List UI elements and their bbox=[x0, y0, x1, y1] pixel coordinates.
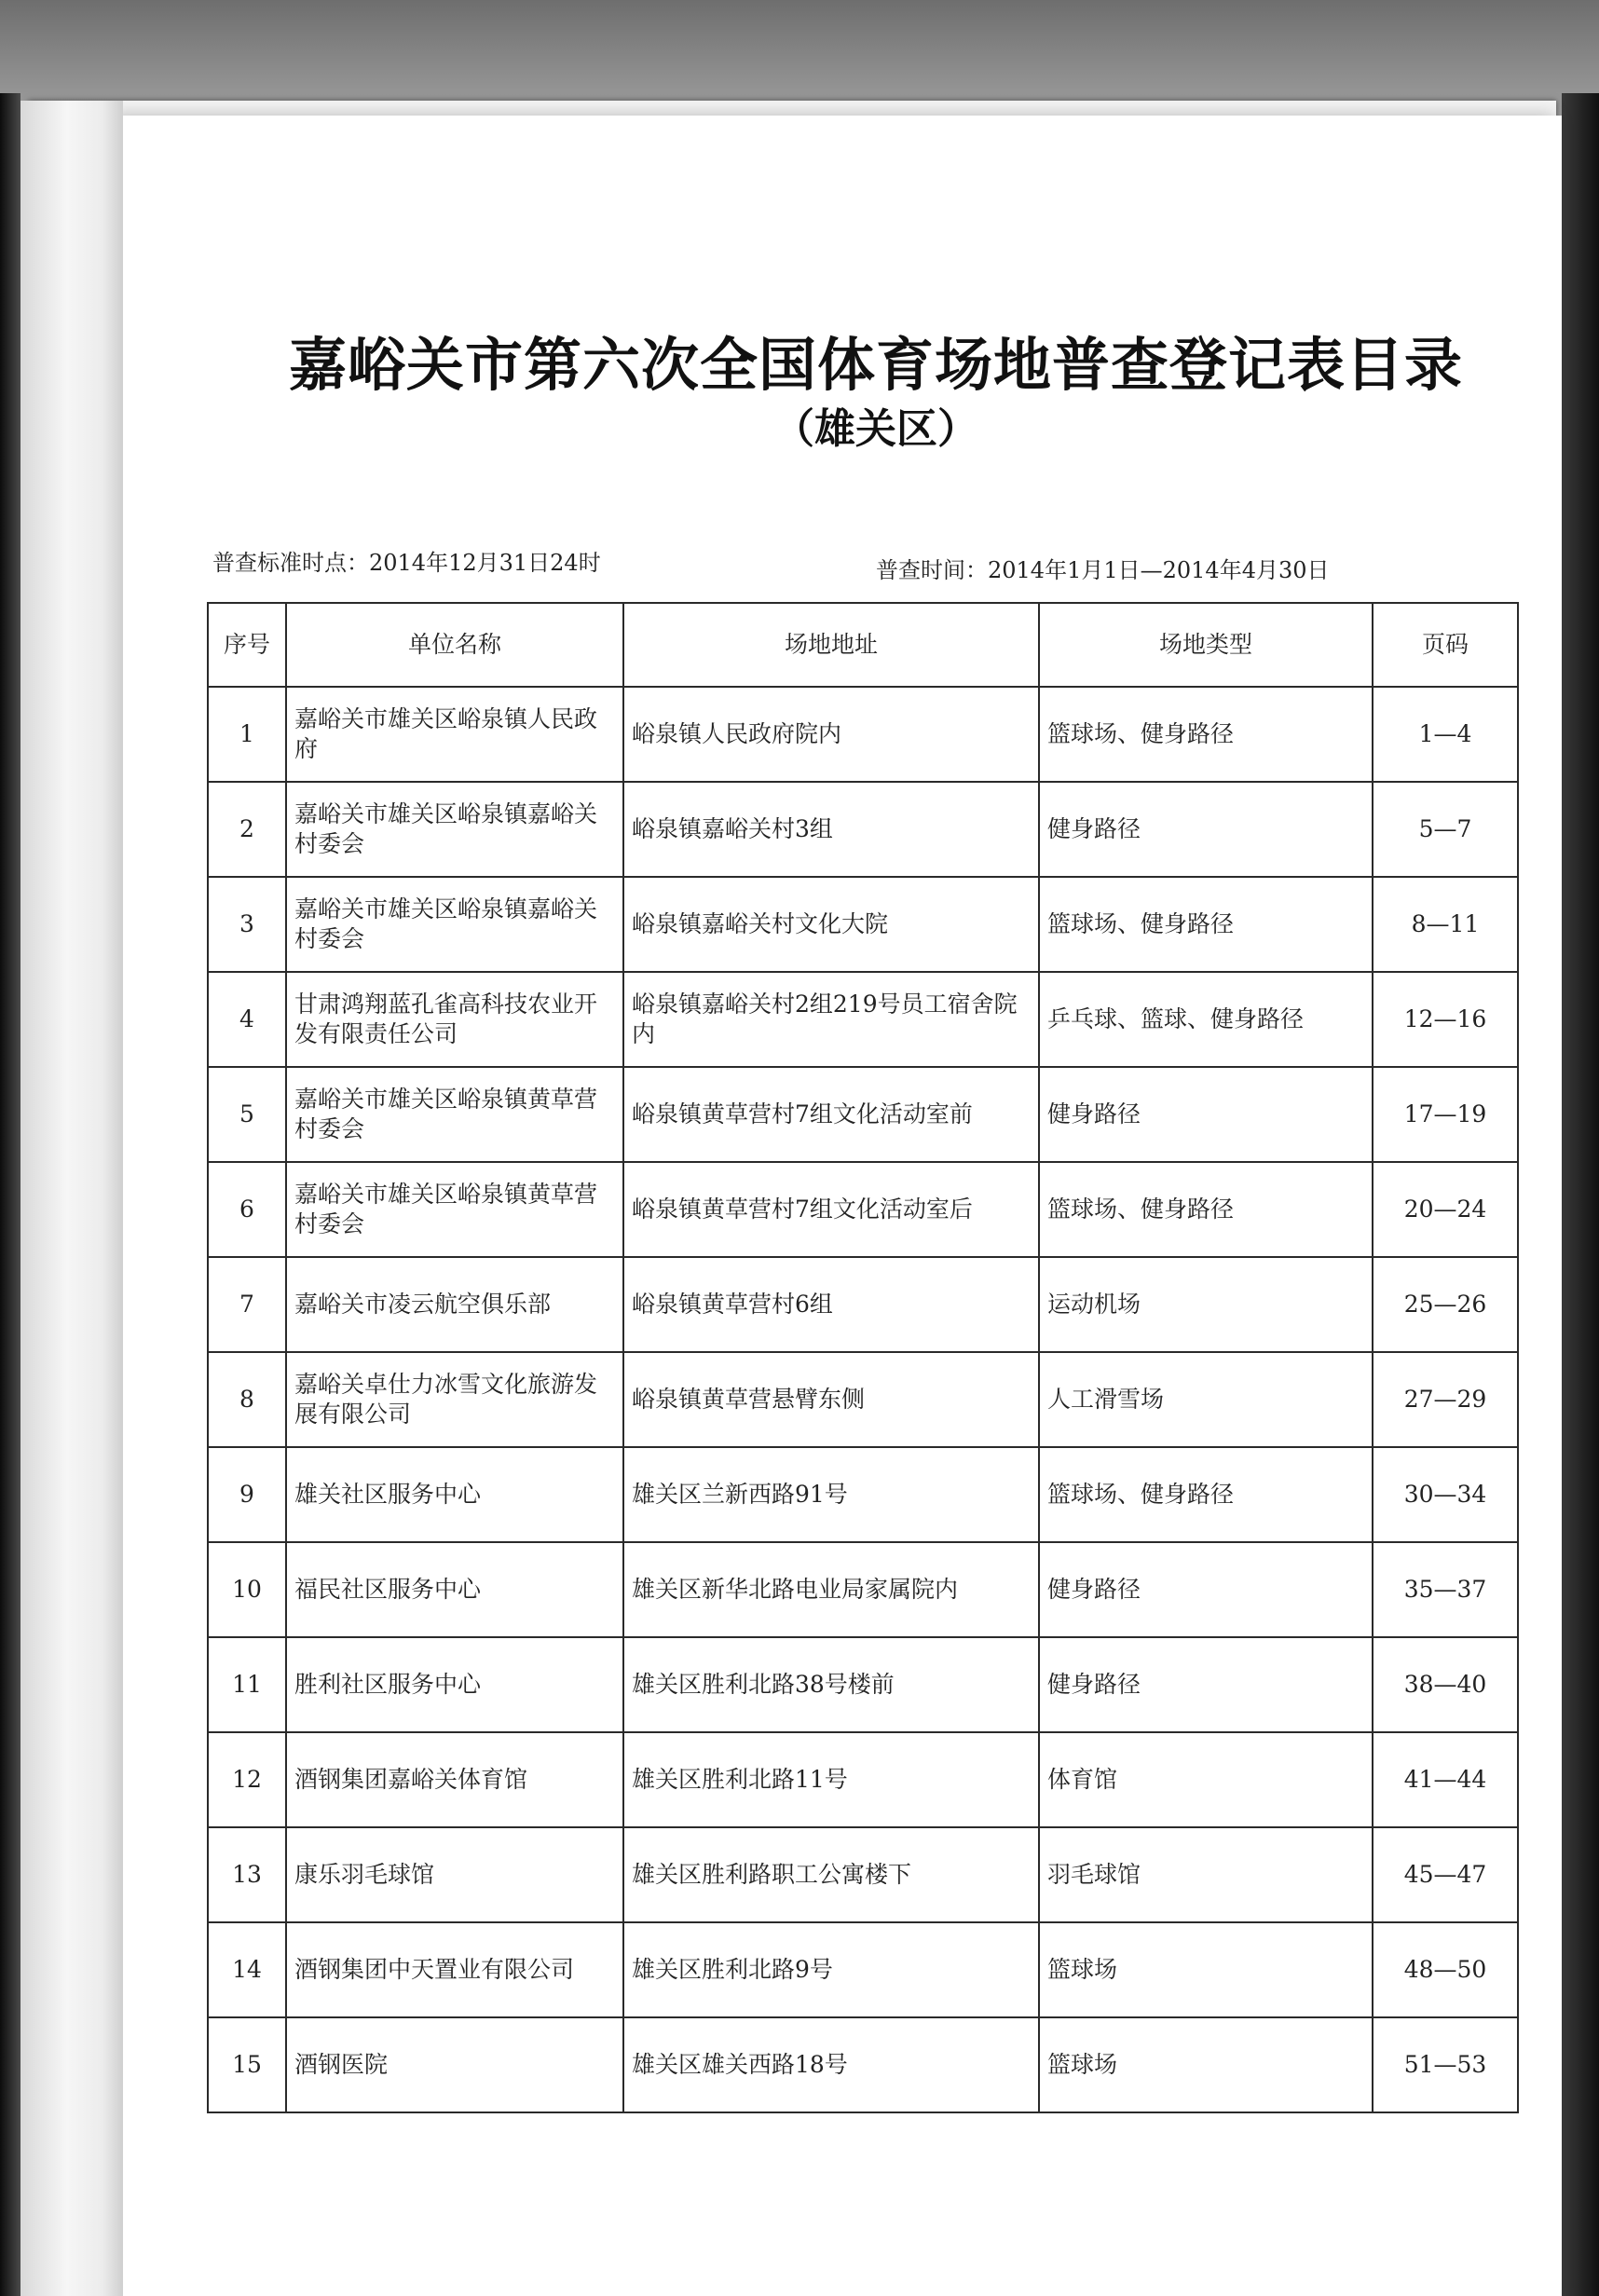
row-number: 4 bbox=[208, 972, 286, 1067]
page-range-cell: 51—53 bbox=[1373, 2017, 1518, 2112]
table-row bbox=[208, 1732, 1518, 1827]
unit-name-cell: 嘉峪关市凌云航空俱乐部 bbox=[286, 1257, 623, 1352]
scanner-background-left bbox=[0, 93, 20, 2296]
header-unit-name: 单位名称 bbox=[286, 603, 623, 687]
venue-type-cell: 篮球场、健身路径 bbox=[1039, 877, 1373, 972]
document-title: 嘉峪关市第六次全国体育场地普查登记表目录 bbox=[288, 331, 1463, 399]
row-number: 10 bbox=[208, 1542, 286, 1637]
row-number: 9 bbox=[208, 1447, 286, 1542]
address-cell: 峪泉镇嘉峪关村3组 bbox=[623, 782, 1039, 877]
table-row bbox=[208, 1162, 1518, 1257]
page-range-cell: 48—50 bbox=[1373, 1922, 1518, 2017]
address-cell: 雄关区胜利北路11号 bbox=[623, 1732, 1039, 1827]
table-row bbox=[208, 1257, 1518, 1352]
unit-name-cell: 嘉峪关市雄关区峪泉镇黄草营村委会 bbox=[286, 1067, 623, 1162]
row-number: 6 bbox=[208, 1162, 286, 1257]
venue-type-cell: 人工滑雪场 bbox=[1039, 1352, 1373, 1447]
row-number: 1 bbox=[208, 687, 286, 782]
page-range-cell: 17—19 bbox=[1373, 1067, 1518, 1162]
unit-name-cell: 嘉峪关市雄关区峪泉镇嘉峪关村委会 bbox=[286, 782, 623, 877]
row-number: 8 bbox=[208, 1352, 286, 1447]
address-cell: 峪泉镇嘉峪关村文化大院 bbox=[623, 877, 1039, 972]
unit-name-cell: 嘉峪关市雄关区峪泉镇人民政府 bbox=[286, 687, 623, 782]
address-cell: 雄关区胜利北路38号楼前 bbox=[623, 1637, 1039, 1732]
survey-period-note: 普查时间：2014年1月1日—2014年4月30日 bbox=[876, 557, 1330, 583]
address-cell: 峪泉镇人民政府院内 bbox=[623, 687, 1039, 782]
unit-name-cell: 福民社区服务中心 bbox=[286, 1542, 623, 1637]
address-cell: 雄关区胜利路职工公寓楼下 bbox=[623, 1827, 1039, 1922]
unit-name-cell: 酒钢集团嘉峪关体育馆 bbox=[286, 1732, 623, 1827]
venue-type-cell: 健身路径 bbox=[1039, 1637, 1373, 1732]
row-number: 12 bbox=[208, 1732, 286, 1827]
table-body bbox=[208, 687, 1518, 2112]
unit-name-cell: 嘉峪关卓仕力冰雪文化旅游发展有限公司 bbox=[286, 1352, 623, 1447]
unit-name-cell: 酒钢集团中天置业有限公司 bbox=[286, 1922, 623, 2017]
row-number: 2 bbox=[208, 782, 286, 877]
unit-name-cell: 甘肃鸿翔蓝孔雀高科技农业开发有限责任公司 bbox=[286, 972, 623, 1067]
address-cell: 峪泉镇黄草营村7组文化活动室前 bbox=[623, 1067, 1039, 1162]
header-pages: 页码 bbox=[1373, 603, 1518, 687]
table-row bbox=[208, 2017, 1518, 2112]
standard-time-note: 普查标准时点：2014年12月31日24时 bbox=[212, 550, 601, 576]
table-row bbox=[208, 1542, 1518, 1637]
scanner-background-right bbox=[1562, 93, 1599, 2296]
page-range-cell: 8—11 bbox=[1373, 877, 1518, 972]
venue-type-cell: 羽毛球馆 bbox=[1039, 1827, 1373, 1922]
header-address: 场地地址 bbox=[623, 603, 1039, 687]
venue-type-cell: 篮球场 bbox=[1039, 1922, 1373, 2017]
table-header-row bbox=[208, 603, 1518, 687]
row-number: 3 bbox=[208, 877, 286, 972]
venue-type-cell: 健身路径 bbox=[1039, 782, 1373, 877]
unit-name-cell: 胜利社区服务中心 bbox=[286, 1637, 623, 1732]
table-row bbox=[208, 877, 1518, 972]
venue-type-cell: 运动机场 bbox=[1039, 1257, 1373, 1352]
venue-type-cell: 篮球场 bbox=[1039, 2017, 1373, 2112]
address-cell: 峪泉镇黄草营村7组文化活动室后 bbox=[623, 1162, 1039, 1257]
page-range-cell: 41—44 bbox=[1373, 1732, 1518, 1827]
row-number: 14 bbox=[208, 1922, 286, 2017]
unit-name-cell: 酒钢医院 bbox=[286, 2017, 623, 2112]
document-subtitle: （雄关区） bbox=[773, 405, 978, 453]
page-range-cell: 25—26 bbox=[1373, 1257, 1518, 1352]
table-row bbox=[208, 972, 1518, 1067]
address-cell: 峪泉镇黄草营村6组 bbox=[623, 1257, 1039, 1352]
venue-type-cell: 健身路径 bbox=[1039, 1542, 1373, 1637]
unit-name-cell: 嘉峪关市雄关区峪泉镇黄草营村委会 bbox=[286, 1162, 623, 1257]
address-cell: 峪泉镇嘉峪关村2组219号员工宿舍院内 bbox=[623, 972, 1039, 1067]
venue-type-cell: 篮球场、健身路径 bbox=[1039, 1447, 1373, 1542]
unit-name-cell: 雄关社区服务中心 bbox=[286, 1447, 623, 1542]
book-spine bbox=[20, 101, 123, 2296]
table-row bbox=[208, 1447, 1518, 1542]
unit-name-cell: 嘉峪关市雄关区峪泉镇嘉峪关村委会 bbox=[286, 877, 623, 972]
venue-type-cell: 篮球场、健身路径 bbox=[1039, 687, 1373, 782]
header-venue-type: 场地类型 bbox=[1039, 603, 1373, 687]
page-range-cell: 35—37 bbox=[1373, 1542, 1518, 1637]
venue-type-cell: 健身路径 bbox=[1039, 1067, 1373, 1162]
row-number: 5 bbox=[208, 1067, 286, 1162]
address-cell: 雄关区雄关西路18号 bbox=[623, 2017, 1039, 2112]
page-range-cell: 20—24 bbox=[1373, 1162, 1518, 1257]
header-no: 序号 bbox=[208, 603, 286, 687]
page-range-cell: 5—7 bbox=[1373, 782, 1518, 877]
row-number: 13 bbox=[208, 1827, 286, 1922]
venue-type-cell: 乒乓球、篮球、健身路径 bbox=[1039, 972, 1373, 1067]
page-range-cell: 27—29 bbox=[1373, 1352, 1518, 1447]
table-row bbox=[208, 1637, 1518, 1732]
address-cell: 雄关区新华北路电业局家属院内 bbox=[623, 1542, 1039, 1637]
register-table bbox=[207, 602, 1519, 2113]
page-range-cell: 45—47 bbox=[1373, 1827, 1518, 1922]
venue-type-cell: 体育馆 bbox=[1039, 1732, 1373, 1827]
table-row bbox=[208, 1067, 1518, 1162]
row-number: 11 bbox=[208, 1637, 286, 1732]
page-range-cell: 38—40 bbox=[1373, 1637, 1518, 1732]
unit-name-cell: 康乐羽毛球馆 bbox=[286, 1827, 623, 1922]
page-range-cell: 30—34 bbox=[1373, 1447, 1518, 1542]
address-cell: 峪泉镇黄草营悬臂东侧 bbox=[623, 1352, 1039, 1447]
table-row bbox=[208, 1827, 1518, 1922]
address-cell: 雄关区胜利北路9号 bbox=[623, 1922, 1039, 2017]
row-number: 7 bbox=[208, 1257, 286, 1352]
page-range-cell: 1—4 bbox=[1373, 687, 1518, 782]
venue-type-cell: 篮球场、健身路径 bbox=[1039, 1162, 1373, 1257]
address-cell: 雄关区兰新西路91号 bbox=[623, 1447, 1039, 1542]
page-range-cell: 12—16 bbox=[1373, 972, 1518, 1067]
table-row bbox=[208, 782, 1518, 877]
row-number: 15 bbox=[208, 2017, 286, 2112]
table-row bbox=[208, 1922, 1518, 2017]
table-row bbox=[208, 687, 1518, 782]
table-row bbox=[208, 1352, 1518, 1447]
